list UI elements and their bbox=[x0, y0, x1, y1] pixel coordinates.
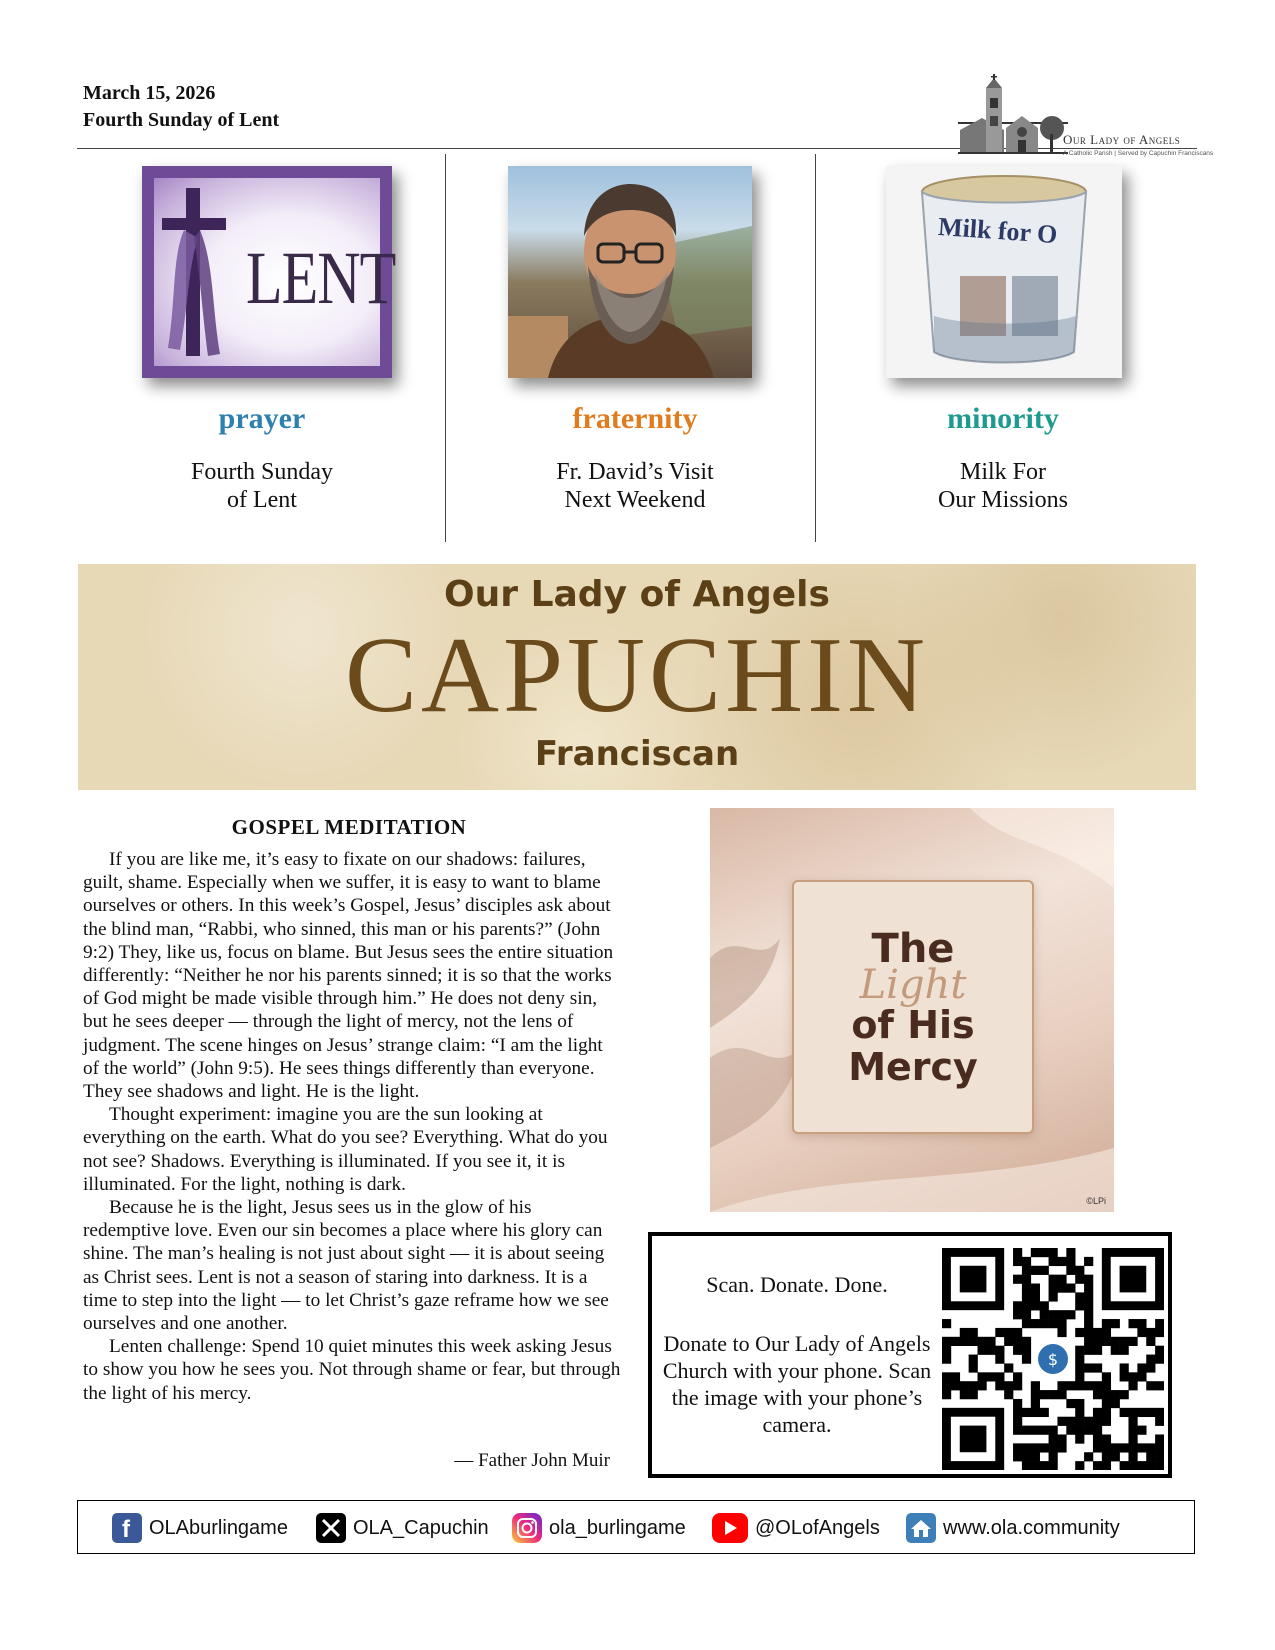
meditation-body bbox=[83, 848, 623, 1405]
facebook-link[interactable] bbox=[112, 1513, 288, 1543]
lent-image bbox=[142, 166, 396, 378]
website-url: www.ola.community bbox=[943, 1516, 1120, 1539]
mercy-title-line: Mercy bbox=[848, 1045, 978, 1089]
instagram-link[interactable] bbox=[512, 1513, 686, 1543]
bulletin-occasion: Fourth Sunday of Lent bbox=[83, 109, 280, 131]
meditation-paragraph: Thought experiment: imagine you are the sun looking at everything on the earth. What do you see? Everything. What do you not see? Shadows. Everything is illuminated. If you see it, it is illuminated. For the light, nothing is dark. bbox=[83, 1104, 608, 1195]
svg-text:f: f bbox=[122, 1517, 130, 1539]
youtube-icon bbox=[712, 1513, 748, 1543]
meditation-paragraph: Lenten challenge: Spend 10 quiet minutes this week asking Jesus to show you how he sees you. Not through shame or fear, but through the light of his mercy. bbox=[83, 1336, 621, 1404]
facebook-handle: OLAburlingame bbox=[149, 1516, 288, 1539]
fr-david-photo bbox=[508, 166, 752, 378]
facebook-icon bbox=[112, 1513, 142, 1543]
bulletin-date: March 15, 2026 bbox=[83, 82, 216, 104]
banner-title: Our Lady of Angels bbox=[444, 574, 830, 615]
friar-portrait-icon bbox=[508, 166, 752, 378]
prayer-caption bbox=[77, 458, 447, 514]
x-icon bbox=[316, 1513, 346, 1543]
caption-line: Milk For bbox=[959, 459, 1046, 485]
donate-instructions: Donate to Our Lady of Angels Church with your phone. Scan the image with your phone’s camera. bbox=[662, 1331, 932, 1437]
category-minority: minority bbox=[947, 402, 1059, 435]
youtube-handle: @OLofAngels bbox=[755, 1516, 880, 1539]
church-logo-icon bbox=[958, 74, 1068, 156]
caption-line: Next Weekend bbox=[564, 487, 706, 513]
meditation-heading: GOSPEL MEDITATION bbox=[231, 815, 467, 839]
qr-code-icon bbox=[942, 1248, 1164, 1470]
donate-box bbox=[648, 1232, 1172, 1478]
mercy-card bbox=[792, 880, 1034, 1134]
x-link[interactable] bbox=[316, 1513, 489, 1543]
donate-qr-code[interactable] bbox=[942, 1248, 1164, 1470]
mercy-title-line: of His bbox=[851, 1003, 975, 1047]
capuchin-banner bbox=[78, 564, 1196, 790]
donate-headline: Scan. Donate. Done. bbox=[706, 1272, 888, 1297]
donation-can-icon bbox=[886, 166, 1122, 378]
prayer-column bbox=[77, 154, 447, 544]
can-label-text: Milk for O bbox=[937, 211, 1059, 250]
mercy-title-the: The bbox=[871, 926, 955, 972]
instagram-handle: ola_burlingame bbox=[549, 1516, 686, 1539]
caption-line: Fourth Sunday bbox=[190, 459, 333, 485]
youtube-link[interactable] bbox=[712, 1513, 880, 1543]
instagram-icon bbox=[512, 1513, 542, 1543]
mercy-title-light: Light bbox=[859, 962, 967, 1008]
fraternity-column bbox=[450, 154, 820, 544]
social-footer bbox=[77, 1500, 1195, 1554]
lent-image-text: LENT bbox=[246, 236, 396, 320]
category-fraternity: fraternity bbox=[572, 402, 698, 435]
website-link[interactable] bbox=[906, 1513, 1120, 1543]
banner-subtitle: Franciscan bbox=[534, 734, 740, 774]
home-icon bbox=[906, 1513, 936, 1543]
caption-line: of Lent bbox=[227, 487, 297, 513]
caption-line: Fr. David’s Visit bbox=[556, 459, 714, 485]
bulletin-dateline bbox=[83, 80, 279, 134]
svg-text:$: $ bbox=[1047, 1350, 1059, 1369]
meditation-signature: — Father John Muir bbox=[454, 1450, 610, 1471]
caption-line: Our Missions bbox=[937, 487, 1069, 513]
image-credit: ©LPi bbox=[1086, 1196, 1106, 1206]
parish-logo bbox=[958, 74, 1214, 164]
minority-column bbox=[818, 154, 1188, 544]
fraternity-caption bbox=[450, 458, 820, 514]
banner-main: CAPUCHIN bbox=[344, 616, 930, 735]
meditation-paragraph: Because he is the light, Jesus sees us in the glow of his redemptive love. Even our sin becomes a place where his glory can shine. The man’s healing is not just about sight — it is about seeing as Christ sees. Lent is not a season of staring into darkness. It is a time to step into the light — to let Christ’s gaze reframe how we see ourselves and one another. bbox=[83, 1197, 609, 1335]
milk-for-missions-photo bbox=[886, 166, 1122, 378]
logo-tagline: A Catholic Parish | Served by Capuchin Franciscans bbox=[1063, 150, 1214, 157]
light-of-his-mercy-image bbox=[710, 808, 1114, 1212]
meditation-paragraph: If you are like me, it’s easy to fixate on our shadows: failures, guilt, shame. Especially when we suffer, it is easy to want to blame ourselves or others. In this week’s Gospel, Jesus’ disciples ask about the blind man, “Rabbi, who sinned, this man or his parents?” (John 9:2) They, like us, focus on blame. But Jesus sees the entire situation differently: “Neither he nor his parents sinned; it is so that the works of God might be made visible through him.” He does not deny sin, but he sees deeper — through the light of mercy, not the lens of judgment. The scene hinges on Jesus’ strange claim: “I am the light of the world” (John 9:5). He sees things differently than everyone. They see shadows and light. He is the light. bbox=[83, 849, 614, 1103]
x-handle: OLA_Capuchin bbox=[353, 1516, 489, 1539]
mercy-title-bottom bbox=[794, 1004, 1032, 1088]
minority-caption bbox=[818, 458, 1188, 514]
logo-parish-name: Our Lady of Angels bbox=[1063, 132, 1181, 147]
category-prayer: prayer bbox=[218, 402, 306, 435]
